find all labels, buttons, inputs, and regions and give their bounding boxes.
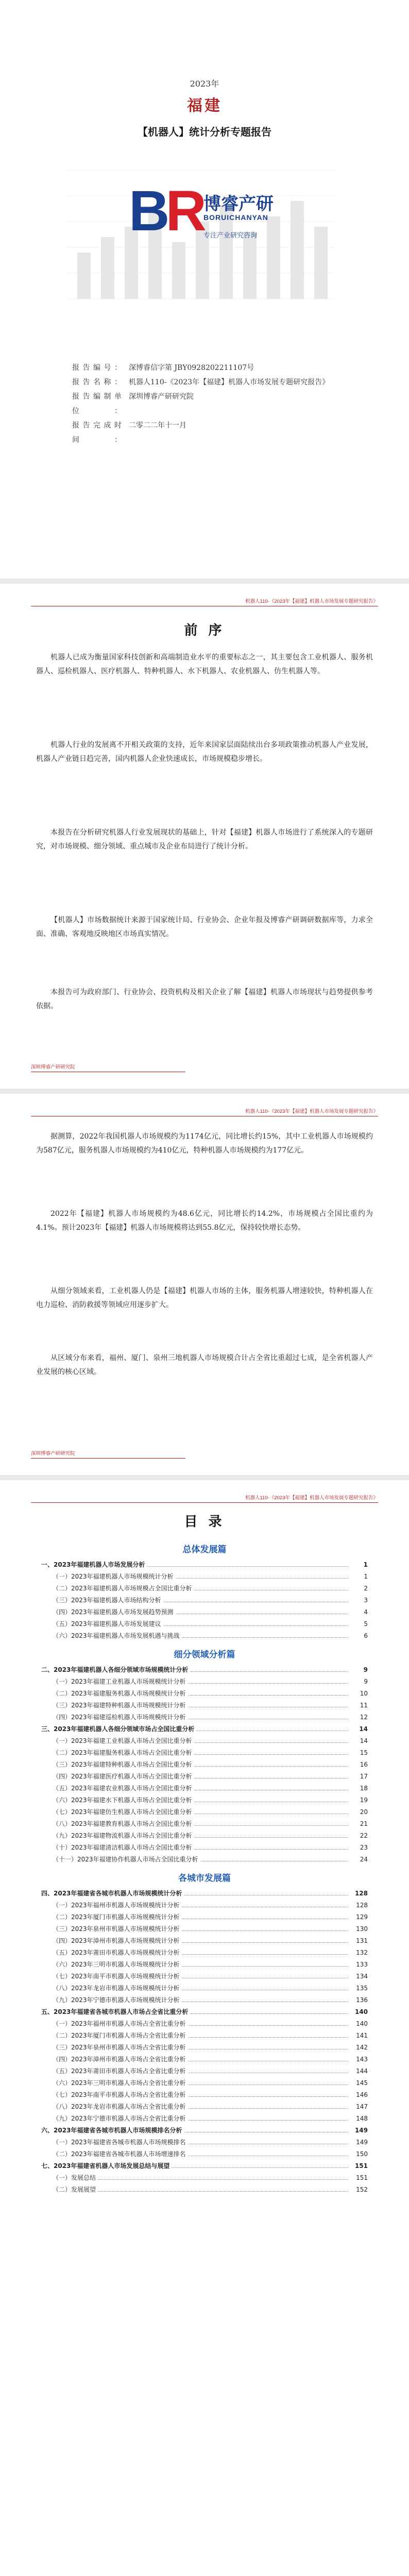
toc-leader-dots	[190, 1671, 348, 1672]
toc-page-number: 142	[356, 2044, 368, 2051]
toc-entry[interactable]	[41, 1794, 368, 1806]
toc-leader-dots	[188, 1695, 348, 1696]
page-header: 机器人110-《2023年【福建】机器人市场发展专题研究报告》	[31, 1107, 378, 1116]
toc-entry-title: （六）2023年三明市机器人市场占全省比重分析	[53, 2079, 186, 2087]
toc-leader-dots	[147, 1566, 348, 1567]
toc-page-number: 14	[360, 1737, 368, 1744]
toc-entry[interactable]	[41, 1994, 368, 2006]
toc-entry-title: （一）发展总结	[53, 2174, 96, 2181]
toc-page-number: 147	[356, 2103, 368, 2110]
toc-entry-title: （三）2023年福建特种机器人市场占全国比重分析	[53, 1761, 192, 1768]
toc-entry-title: （一）2023年福建工业机器人市场占全国比重分析	[53, 1737, 192, 1744]
toc-entry[interactable]	[41, 2042, 368, 2054]
toc-entry[interactable]	[41, 1783, 368, 1794]
toc-entry-title: （七）2023年福建仿生机器人市场占全国比重分析	[53, 1808, 192, 1816]
toc-page-number: 130	[356, 1925, 368, 1933]
toc-entry-title: （六）2023年福建水下机器人市场占全国比重分析	[53, 1797, 192, 1804]
toc-leader-dots	[188, 1683, 348, 1684]
toc-entry-title: （八）2023年龙岩市机器人市场占全省比重分析	[53, 2103, 186, 2110]
toc-entry[interactable]	[41, 2125, 368, 2137]
preface-title: 前 序	[184, 623, 225, 638]
page-footer: 深圳博睿产研研究院	[31, 1063, 185, 1072]
toc-entry[interactable]	[41, 1688, 368, 1700]
logo-mark: BR	[129, 179, 202, 243]
toc-page-number: 149	[354, 2127, 368, 2134]
toc-entry[interactable]	[41, 1818, 368, 1830]
toc-page-number: 23	[360, 1844, 368, 1851]
toc-entry[interactable]	[41, 1630, 368, 1642]
toc-leader-dots	[194, 1837, 348, 1838]
toc-page-number: 22	[360, 1832, 368, 1839]
toc-page-number: 144	[356, 2067, 368, 2075]
toc-entry[interactable]	[41, 1971, 368, 1982]
toc-page-number: 149	[356, 2139, 368, 2146]
preface-paragraph: 机器人已成为衡量国家科技创新和高端制造业水平的重要标志之一，其主要包含工业机器人、服务机器人、巡检机器人、医疗机器人、特种机器人、水下机器人、农业机器人、仿生机器人等。	[36, 653, 373, 675]
toc-page-number: 16	[360, 1761, 368, 1768]
toc-entry-title: （五）2023年莆田市机器人市场占全省比重分析	[53, 2067, 186, 2075]
toc-leader-dots	[188, 2108, 348, 2109]
toc-entry[interactable]	[41, 1923, 368, 1935]
cover-page	[0, 0, 409, 579]
page-header: 机器人110-《2023年【福建】机器人市场发展专题研究报告》	[31, 597, 378, 606]
toc-leader-dots	[182, 1930, 348, 1931]
toc-page-number: 151	[354, 2162, 368, 2170]
brand-logo	[129, 180, 283, 258]
toc-entry[interactable]	[41, 2160, 368, 2172]
toc-entry[interactable]	[41, 1982, 368, 1994]
page-footer: 深圳博睿产研研究院	[31, 1449, 185, 1459]
toc-entry[interactable]	[41, 1759, 368, 1771]
toc-page-number: 151	[356, 2174, 368, 2181]
toc-entry-title: 二、2023年福建机器人各细分领域市场规模统计分析	[41, 1666, 189, 1673]
toc-entry-title: （二）2023年福建服务机器人市场占全国比重分析	[53, 1749, 192, 1756]
toc-page-number: 21	[360, 1820, 368, 1827]
toc-entry[interactable]	[41, 1771, 368, 1783]
toc-entry-title: （九）2023年宁德市机器人市场占全省比重分析	[53, 2115, 186, 2122]
toc-entry-title: （七）2023年南平市机器人市场占全省比重分析	[53, 2091, 186, 2098]
toc-page-number: 20	[360, 1808, 368, 1816]
toc-page-number: 19	[360, 1797, 368, 1804]
toc-entry[interactable]	[41, 1888, 368, 1900]
toc-entry-title: （六）2023年三明市机器人市场规模统计分析	[53, 1961, 180, 1968]
toc-page-number: 136	[356, 1996, 368, 2004]
toc-leader-dots	[194, 1754, 348, 1755]
toc-entry[interactable]	[41, 2018, 368, 2030]
toc-entry-title: 六、2023年福建省各城市机器人市场规模排名分析	[41, 2127, 182, 2134]
toc-entry[interactable]	[41, 1842, 368, 1854]
toc-leader-dots	[182, 1637, 348, 1638]
report-metadata	[72, 361, 350, 447]
toc-page-number: 1	[363, 1561, 368, 1568]
toc-title: 目 录	[184, 1514, 225, 1530]
toc-page-number: 150	[356, 2150, 368, 2158]
toc-page-number: 132	[356, 1949, 368, 1956]
toc-entry-title: 七、2023年福建省机器人市场发展总结与展望	[41, 2162, 170, 2170]
toc-entry-title: 四、2023年福建省各城市机器人市场规模统计分析	[41, 1890, 182, 1897]
toc-entry[interactable]	[41, 1959, 368, 1971]
toc-entry[interactable]	[41, 1676, 368, 1688]
toc-leader-dots	[188, 2037, 348, 2038]
toc-entry-title: （四）2023年漳州市机器人市场占全省比重分析	[53, 2056, 186, 2063]
toc-entry[interactable]	[41, 1618, 368, 1630]
toc-leader-dots	[176, 1578, 348, 1579]
toc-section-heading: 细分领域分析篇	[174, 1650, 235, 1660]
page-header: 机器人110-《2023年【福建】机器人市场发展专题研究报告》	[31, 1494, 378, 1503]
toc-entry[interactable]	[41, 2172, 368, 2184]
toc-entry[interactable]	[41, 1747, 368, 1759]
toc-page-number: 134	[356, 1973, 368, 1980]
toc-entry[interactable]	[41, 2030, 368, 2042]
toc-page-number: 152	[356, 2186, 368, 2193]
toc-entry-title: （三）2023年泉州市机器人市场占全省比重分析	[53, 2044, 186, 2051]
toc-leader-dots	[163, 1625, 348, 1626]
toc-entry[interactable]	[41, 1935, 368, 1947]
toc-entry-title: 三、2023年福建机器人各细分领域市场占全国比重分析	[41, 1725, 195, 1733]
toc-entry[interactable]	[41, 1664, 368, 1676]
toc-page-number: 15	[360, 1749, 368, 1756]
toc-leader-dots	[194, 1849, 348, 1850]
toc-entry[interactable]	[41, 1723, 368, 1735]
meta-row: 报告名称： 机器人110-《2023年【福建】机器人市场发展专题研究报告》	[72, 378, 330, 386]
toc-leader-dots	[188, 2120, 348, 2121]
toc-page-number: 17	[360, 1773, 368, 1780]
toc-page-number: 140	[356, 2020, 368, 2027]
toc-entry[interactable]	[41, 1911, 368, 1923]
toc-entry[interactable]	[41, 1854, 368, 1866]
summary-paragraph: 据测算，2022年我国机器人市场规模约为1174亿元，同比增长约15%，其中工业机器人市场规模约为587亿元，服务机器人市场规模约为410亿元，特种机器人市场规模约为177亿元。	[36, 1132, 373, 1155]
toc-entry-title: （八）2023年福建教育机器人市场占全国比重分析	[53, 1820, 192, 1827]
toc-leader-dots	[188, 2025, 348, 2026]
toc-entry-title: （二）发展展望	[53, 2186, 96, 2193]
logo-chinese-name: 博睿产研	[203, 194, 274, 214]
cover-title: 【机器人】统计分析专题报告	[138, 126, 271, 138]
toc-entry-title: 一、2023年福建机器人市场发展分析	[41, 1561, 145, 1568]
summary-paragraph: 从细分领域来看，工业机器人仍是【福建】机器人市场的主体，服务机器人增速较快，特种机器人在电力巡检、消防救援等领域应用逐步扩大。	[36, 1287, 373, 1309]
toc-entry-title: （一）2023年福建机器人市场规模统计分析	[53, 1573, 174, 1580]
toc-page-number: 11	[360, 1702, 368, 1709]
logo-slogan: 专注产业研究咨询	[203, 232, 258, 240]
toc-leader-dots	[194, 1766, 348, 1767]
toc-section-heading: 总体发展篇	[182, 1545, 227, 1555]
toc-page-number: 140	[354, 2008, 368, 2015]
toc-page-number: 2	[364, 1585, 368, 1592]
toc-entry[interactable]	[41, 1830, 368, 1842]
toc-page-number: 24	[360, 1856, 368, 1863]
toc-entry-title: （三）2023年福建机器人市场结构分析	[53, 1597, 161, 1604]
toc-leader-dots	[182, 1966, 348, 1967]
toc-entry-title: （九）2023年福建物流机器人市场占全国比重分析	[53, 1832, 192, 1839]
toc-entry-title: （二）2023年福建省各城市机器人市场增速排名	[53, 2150, 186, 2158]
toc-page-number: 141	[356, 2032, 368, 2039]
toc-page-number: 133	[356, 1961, 368, 1968]
toc-page-number: 5	[364, 1620, 368, 1628]
toc-leader-dots	[172, 2167, 348, 2168]
toc-entry[interactable]	[41, 1571, 368, 1583]
toc-entry[interactable]	[41, 1595, 368, 1606]
toc-page-number: 129	[356, 1913, 368, 1921]
preface-paragraph: 本报告可为政府部门、行业协会、投资机构及相关企业了解【福建】机器人市场现状与趋势提供参考依据。	[36, 988, 373, 1010]
preface-paragraph: 【机器人】市场数据统计来源于国家统计局、行业协会、企业年报及博睿产研调研数据库等，力求全面、准确、客观地反映地区市场真实情况。	[36, 916, 373, 938]
toc-page-number: 3	[364, 1597, 368, 1604]
meta-row: 报告完成时间： 二零二二年十一月	[72, 421, 186, 444]
toc-leader-dots	[182, 1942, 348, 1943]
preface-paragraph: 本报告在分析研究机器人行业发展现状的基础上，针对【福建】机器人市场进行了系统深入的专题研究，对市场规模、细分领域、重点城市及企业布局进行了统计分析。	[36, 828, 373, 851]
toc-entry-title: （一）2023年福州市机器人市场占全省比重分析	[53, 2020, 186, 2027]
toc-entry-title: （五）2023年莆田市机器人市场规模统计分析	[53, 1949, 180, 1956]
toc-page-number: 143	[356, 2056, 368, 2063]
meta-row: 报告编制单位： 深圳博睿产研研究院	[72, 393, 194, 415]
toc-page-number: 135	[356, 1985, 368, 1992]
toc-page	[0, 1480, 409, 2576]
toc-page-number: 128	[356, 1902, 368, 1909]
toc-page-number: 131	[356, 1937, 368, 1944]
toc-page-number: 128	[354, 1890, 368, 1897]
toc-entry-title: （一）2023年福建工业机器人市场规模统计分析	[53, 1678, 186, 1685]
toc-entry[interactable]	[41, 2184, 368, 2196]
toc-page-number: 14	[359, 1725, 368, 1733]
toc-entry-title: （七）2023年南平市机器人市场规模统计分析	[53, 1973, 180, 1980]
toc-entry[interactable]	[41, 2101, 368, 2113]
toc-entry-title: （五）2023年福建机器人市场发展建议	[53, 1620, 161, 1628]
toc-entry-title: （四）2023年福建机器人市场发展趋势预测	[53, 1608, 174, 1616]
toc-leader-dots	[190, 2013, 348, 2014]
toc-page-number: 12	[360, 1714, 368, 1721]
toc-entry-title: （二）2023年福建机器人市场规模占全国比重分析	[53, 1585, 192, 1592]
toc-entry-title: （四）2023年漳州市机器人市场规模统计分析	[53, 1937, 180, 1944]
preface-paragraph: 机器人行业的发展离不开相关政策的支持，近年来国家层面陆续出台多项政策推动机器人产业发展，机器人产业链日趋完善，国内机器人企业快速成长，市场规模稳步增长。	[36, 741, 373, 763]
toc-page-number: 4	[364, 1608, 368, 1616]
toc-entry[interactable]	[41, 1806, 368, 1818]
toc-entry[interactable]	[41, 2137, 368, 2148]
toc-entry[interactable]	[41, 1606, 368, 1618]
toc-entry[interactable]	[41, 1583, 368, 1595]
table-of-contents	[41, 1537, 368, 2196]
toc-entry-title: （四）2023年福建医疗机器人市场占全国比重分析	[53, 1773, 192, 1780]
toc-page-number: 145	[356, 2079, 368, 2087]
toc-entry-title: （二）2023年福建服务机器人市场规模统计分析	[53, 1690, 186, 1697]
summary-page	[0, 1094, 409, 1475]
toc-entry-title: （四）2023年福建巡检机器人市场规模统计分析	[53, 1714, 186, 1721]
toc-entry[interactable]	[41, 1900, 368, 1911]
toc-entry-title: （十一）2023年福建协作机器人市场占全国比重分析	[53, 1856, 198, 1863]
toc-page-number: 1	[364, 1573, 368, 1580]
toc-page-number: 9	[364, 1678, 368, 1685]
toc-leader-dots	[194, 1742, 348, 1743]
toc-page-number: 6	[364, 1632, 368, 1639]
toc-entry-title: （三）2023年泉州市机器人市场规模统计分析	[53, 1925, 180, 1933]
toc-entry[interactable]	[41, 2065, 368, 2077]
toc-page-number: 146	[356, 2091, 368, 2098]
toc-entry-title: （五）2023年福建农业机器人市场占全国比重分析	[53, 1785, 192, 1792]
toc-entry[interactable]	[41, 1559, 368, 1571]
toc-entry-title: （一）2023年福州市机器人市场规模统计分析	[53, 1902, 180, 1909]
toc-page-number: 9	[363, 1666, 368, 1673]
toc-entry[interactable]	[41, 2077, 368, 2089]
toc-entry[interactable]	[41, 2006, 368, 2018]
toc-page-number: 148	[356, 2115, 368, 2122]
logo-english-name: BORUICHANYAN	[203, 213, 268, 222]
cover-region: 福建	[187, 97, 222, 115]
toc-leader-dots	[98, 2179, 348, 2180]
toc-leader-dots	[188, 2096, 348, 2097]
toc-entry-title: （二）2023年厦门市机器人市场规模统计分析	[53, 1913, 180, 1921]
toc-entry[interactable]	[41, 2089, 368, 2101]
toc-entry-title: （十）2023年福建清洁机器人市场占全国比重分析	[53, 1844, 192, 1851]
cover-year: 2023年	[190, 79, 219, 89]
toc-entry[interactable]	[41, 1700, 368, 1711]
toc-entry-title: （三）2023年福建特种机器人市场规模统计分析	[53, 1702, 186, 1709]
toc-page-number: 10	[360, 1690, 368, 1697]
toc-leader-dots	[182, 1954, 348, 1955]
toc-entry[interactable]	[41, 1711, 368, 1723]
toc-entry-title: （九）2023年宁德市机器人市场规模统计分析	[53, 1996, 180, 2004]
toc-entry[interactable]	[41, 1735, 368, 1747]
toc-section-heading: 各城市发展篇	[178, 1873, 231, 1884]
summary-paragraph: 从区域分布来看，福州、厦门、泉州三地机器人市场规模合计占全省比重超过七成，是全省机器人产业发展的核心区域。	[36, 1354, 373, 1376]
toc-leader-dots	[194, 1825, 348, 1826]
summary-paragraph: 2022年【福建】机器人市场规模约为48.6亿元，同比增长约14.2%，市场规模占全国比重约为4.1%。预计2023年【福建】机器人市场规模将达到55.8亿元，保持较快增长态势。	[36, 1210, 373, 1232]
toc-entry-title: （一）2023年福建省各城市机器人市场规模排名	[53, 2139, 186, 2146]
toc-leader-dots	[188, 2084, 348, 2085]
toc-entry-title: （八）2023年龙岩市机器人市场规模统计分析	[53, 1985, 180, 1992]
toc-entry-title: （二）2023年厦门市机器人市场占全省比重分析	[53, 2032, 186, 2039]
toc-entry[interactable]	[41, 2054, 368, 2065]
toc-entry[interactable]	[41, 2148, 368, 2160]
toc-leader-dots	[98, 2191, 348, 2192]
meta-row: 报告编号： 深博睿信字第 JBY0928202211107号	[72, 364, 254, 372]
preface-page	[0, 584, 409, 1089]
toc-entry[interactable]	[41, 1947, 368, 1959]
toc-entry-title: （六）2023年福建机器人市场发展机遇与挑战	[53, 1632, 180, 1639]
toc-entry[interactable]	[41, 2113, 368, 2125]
toc-entry-title: 五、2023年福建省各城市机器人市场占全省比重分析	[41, 2008, 189, 2015]
toc-page-number: 18	[360, 1785, 368, 1792]
